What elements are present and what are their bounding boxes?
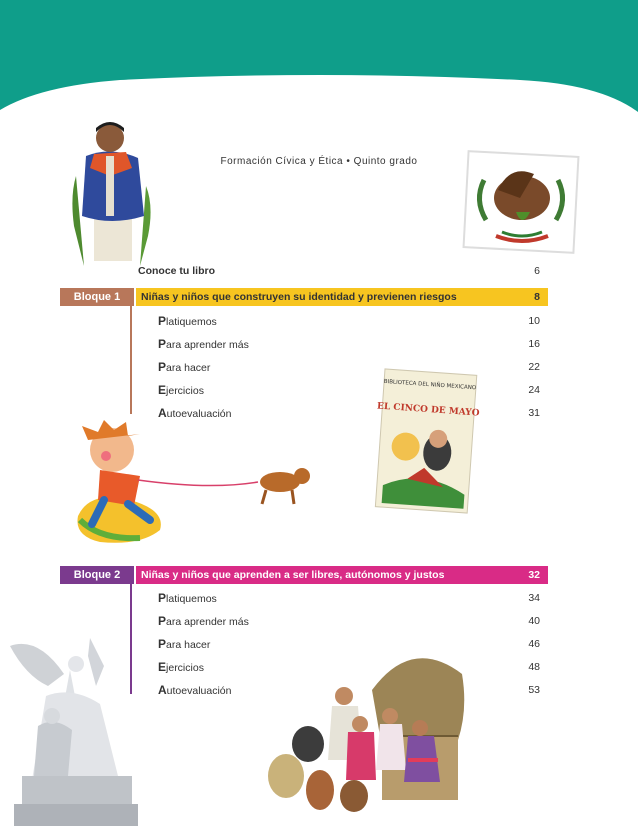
toc-row xyxy=(158,312,548,330)
bloque-1-tag: Bloque 1 xyxy=(60,288,134,306)
toc-item-page: 40 xyxy=(528,615,540,627)
book-cover-title-text: EL CINCO DE MAYO xyxy=(376,401,480,419)
toc-intro-label: Conoce tu libro xyxy=(138,265,215,277)
monument-statue-photo xyxy=(8,626,138,830)
toc-row xyxy=(158,335,548,353)
toc-item-label: Ejercicios xyxy=(158,383,204,397)
toc-intro-page: 6 xyxy=(534,265,540,277)
bloque-1-bar xyxy=(136,288,548,306)
toc-item-page: 16 xyxy=(528,338,540,350)
toc-item-label: Platiquemos xyxy=(158,314,217,328)
toc-intro-row xyxy=(138,262,548,280)
indigenous-boy-photo xyxy=(66,116,156,266)
toc-item-label: Autoevaluación xyxy=(158,406,232,420)
toc-item-page: 31 xyxy=(528,407,540,419)
boy-and-dog-illustration xyxy=(70,420,330,550)
page-subtitle: Formación Cívica y Ética • Quinto grado xyxy=(220,156,418,167)
toc-item-page: 22 xyxy=(528,361,540,373)
bloque-2-bar xyxy=(136,566,548,584)
toc-row xyxy=(158,381,548,399)
toc-row xyxy=(158,612,548,630)
bloque-1-page: 8 xyxy=(534,291,540,303)
toc-item-page: 34 xyxy=(528,592,540,604)
toc-item-label: Autoevaluación xyxy=(158,683,232,697)
toc-item-page: 24 xyxy=(528,384,540,396)
toc-item-label: Para hacer xyxy=(158,637,211,651)
toc-item-label: Para aprender más xyxy=(158,614,249,628)
bloque-1-rule xyxy=(130,306,132,414)
page-title: Índice xyxy=(261,86,377,128)
community-illustration xyxy=(262,640,474,820)
toc-item-label: Platiquemos xyxy=(158,591,217,605)
toc-item-label: Ejercicios xyxy=(158,660,204,674)
book-cover-top-text: BIBLIOTECA DEL NIÑO MEXICANO xyxy=(383,378,477,392)
bloque-2-title: Niñas y niños que aprenden a ser libres, autónomos y justos xyxy=(141,569,445,581)
toc-item-label: Para aprender más xyxy=(158,337,249,351)
toc-row xyxy=(158,358,548,376)
toc-item-page: 10 xyxy=(528,315,540,327)
toc-item-page: 46 xyxy=(528,638,540,650)
toc-item-label: Para hacer xyxy=(158,360,211,374)
toc-row xyxy=(158,589,548,607)
bloque-2-tag: Bloque 2 xyxy=(60,566,134,584)
bloque-2-page: 32 xyxy=(528,569,540,581)
coat-of-arms-image xyxy=(462,150,580,254)
book-cover-image xyxy=(370,368,482,516)
bloque-1-title: Niñas y niños que construyen su identidad y previenen riesgos xyxy=(141,291,457,303)
toc-item-page: 53 xyxy=(528,684,540,696)
toc-item-page: 48 xyxy=(528,661,540,673)
